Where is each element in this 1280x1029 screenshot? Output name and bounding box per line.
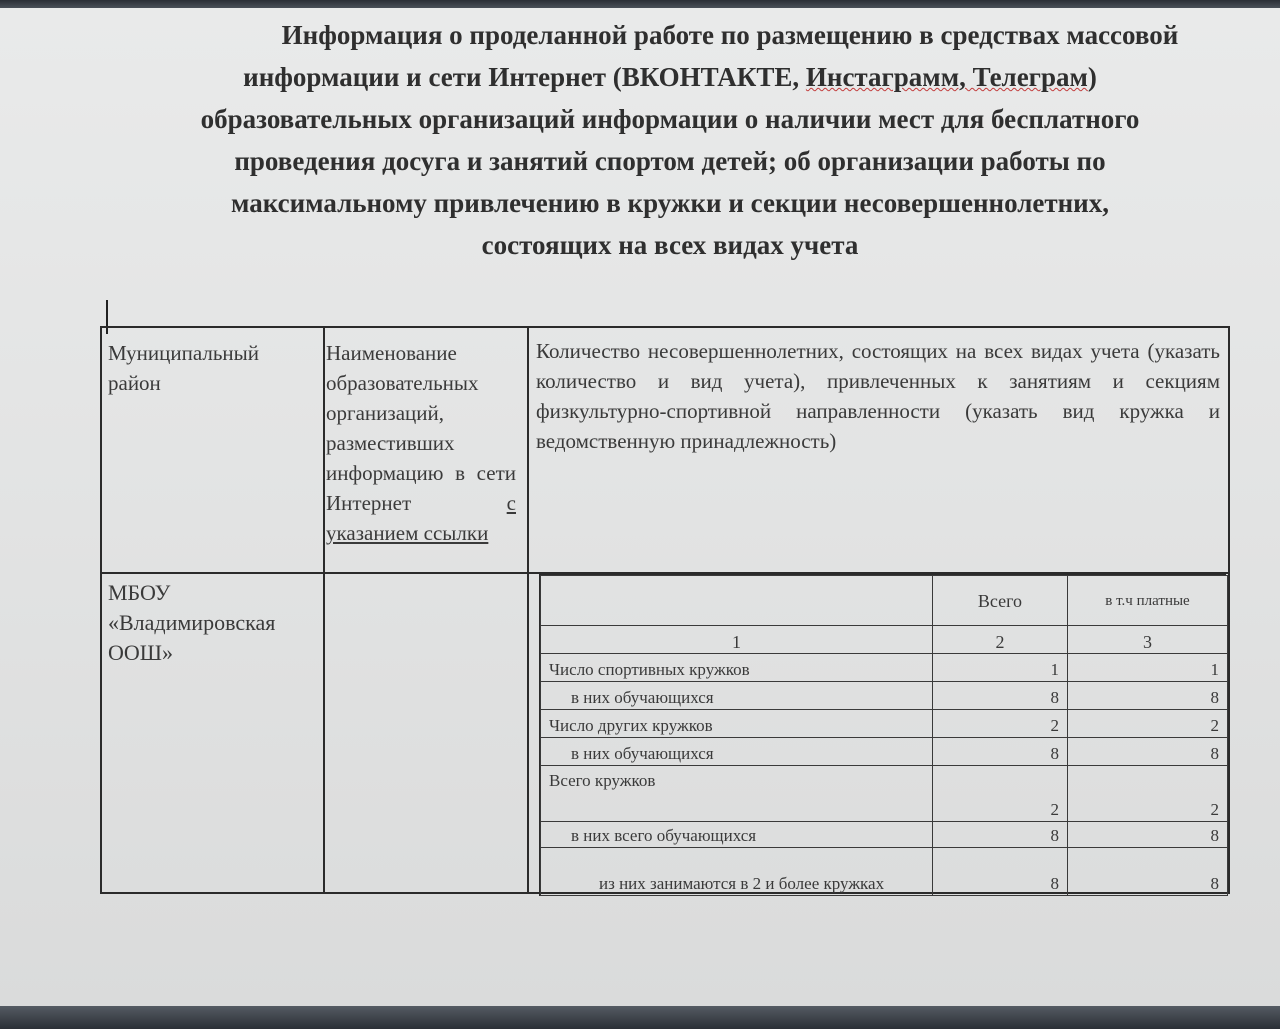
page-title: [90, 14, 1250, 266]
header-org-name-link-text: с указанием ссылки: [326, 491, 516, 545]
stats-row-paid: 8: [1068, 738, 1228, 766]
monitor-bottom-bezel: [0, 1006, 1280, 1029]
header-org-name: Наименование образовательных организаций, разместивших информацию в сети Интернет с указанием ссылки: [326, 341, 516, 545]
stats-row-total: 2: [933, 710, 1068, 738]
title-line: состоящих на всех видах учета: [481, 230, 859, 260]
title-line: информации и сети Интернет (ВКОНТАКТЕ, Инстаграмм, Телеграм): [243, 62, 1097, 92]
stats-row-total: 8: [933, 682, 1068, 710]
stats-colno-2: 2: [933, 626, 1068, 654]
stats-row-total: 2: [933, 766, 1068, 822]
stats-row-total: 8: [933, 738, 1068, 766]
stats-header-blank: [541, 576, 933, 626]
stats-colno-3: 3: [1068, 626, 1228, 654]
stats-header-total: Всего: [933, 576, 1068, 626]
stats-row-total: 8: [933, 822, 1068, 848]
stats-row: [541, 766, 1228, 822]
stats-row: [541, 710, 1228, 738]
stats-row-label: в них обучающихся: [541, 682, 933, 710]
title-line: проведения досуга и занятий спортом детей; об организации работы по: [234, 146, 1106, 176]
stats-row-paid: 8: [1068, 848, 1228, 896]
stats-row: [541, 738, 1228, 766]
stats-row-paid: 1: [1068, 654, 1228, 682]
spellcheck-marked-text: Инстаграмм, Телеграм: [805, 62, 1088, 92]
stats-colno-1: 1: [541, 626, 933, 654]
stats-row-paid: 8: [1068, 682, 1228, 710]
stats-row-label: Число спортивных кружков: [541, 654, 933, 682]
stats-row-label: из них занимаются в 2 и более кружках: [541, 848, 933, 896]
column-divider: [323, 328, 325, 892]
stats-subtable: [539, 574, 1226, 896]
title-line: максимальному привлечению в кружки и секции несовершеннолетних,: [231, 188, 1109, 218]
stats-row: [541, 654, 1228, 682]
stats-row: [541, 822, 1228, 848]
stats-row-total: 8: [933, 848, 1068, 896]
row-district-value: МБОУ «Владимировская ООШ»: [108, 580, 276, 665]
stats-header-paid: в т.ч платные: [1068, 576, 1228, 626]
stats-row: [541, 682, 1228, 710]
title-line: образовательных организаций информации о наличии мест для бесплатного: [200, 104, 1140, 134]
stats-row-total: 1: [933, 654, 1068, 682]
stats-row-label: в них всего обучающихся: [541, 822, 933, 848]
header-district: Муниципальный район: [108, 341, 259, 395]
stats-row-paid: 8: [1068, 822, 1228, 848]
stats-row-label: Всего кружков: [541, 766, 933, 822]
stats-row-paid: 2: [1068, 766, 1228, 822]
stats-row-label: Число других кружков: [541, 710, 933, 738]
stats-row: [541, 848, 1228, 896]
report-table[interactable]: [100, 326, 1230, 894]
column-divider: [527, 328, 529, 892]
stats-row-paid: 2: [1068, 710, 1228, 738]
header-count: Количество несовершеннолетних, состоящих на всех видах учета (указать количество и вид учета), привлеченных к занятиям и секциям физкультурно-спортивной направленности (указать вид кружка и ведомственную принадлежность): [536, 339, 1220, 453]
title-line: Информация о проделанной работе по размещению в средствах массовой: [281, 20, 1179, 50]
stats-row-label: в них обучающихся: [541, 738, 933, 766]
